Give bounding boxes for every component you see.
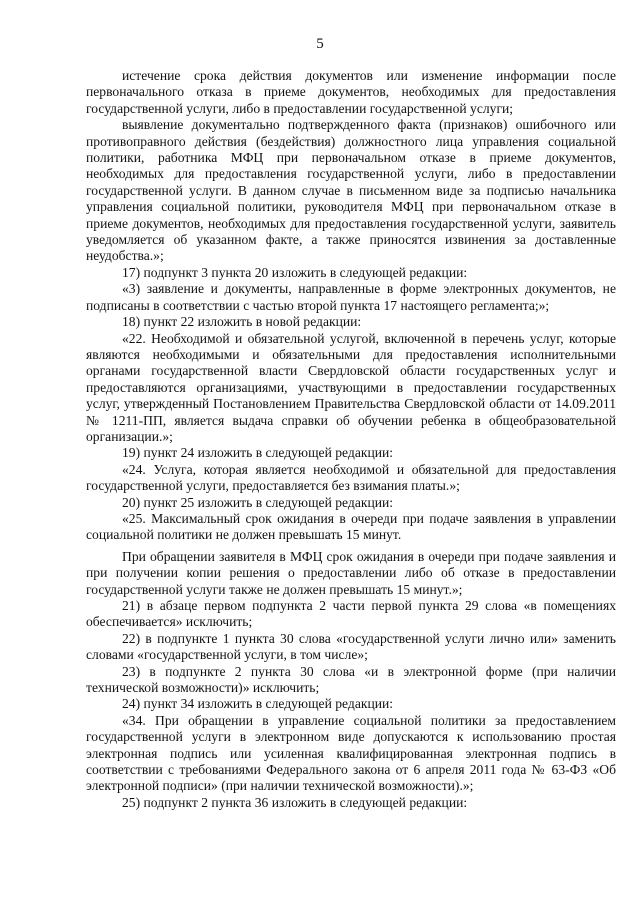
paragraph-item-21: 21) в абзаце первом подпункта 2 части первой пункта 29 слова «в помещениях обеспечивается» исключить; xyxy=(86,598,616,630)
document-body xyxy=(86,68,616,811)
page-number: 5 xyxy=(316,36,324,52)
paragraph-item-24: 24) пункт 34 изложить в следующей редакции: xyxy=(122,696,394,712)
paragraph-item-19-text: «24. Услуга, которая является необходимой и обязательной для предоставления государственной услуги, предоставляется без взимания платы.»; xyxy=(86,461,616,494)
paragraph-documents-expiry: истечение срока действия документов или изменение информации после первоначального отказа в приеме документов, необходимых для предоставления государственной услуги, либо в предоставлении государственной услуги; xyxy=(86,68,616,116)
paragraph-item-17-text: «3) заявление и документы, направленные в форме электронных документов, не подписаны в соответствии с частью второй пункта 17 настоящего регламента;»; xyxy=(86,281,616,313)
paragraph-item-20: 20) пункт 25 изложить в следующей редакции: xyxy=(122,494,394,510)
paragraph-item-22: 22) в подпункте 1 пункта 30 слова «государственной услуги лично или» заменить словами «государственной услуги, в том числе»; xyxy=(86,630,616,663)
paragraph-erroneous-action: выявление документально подтвержденного факта (признаков) ошибочного или противоправного действия (бездействия) должностного лица управления социальной политики, работника МФЦ при первоначальном отказе в приеме документов, необходимых для предоставления государственной услуги, либо в предоставлении государственной услуги. В данном случае в письменном виде за подписью начальника управления социальной политики, руководителя МФЦ при первоначальном отказе в приеме документов, необходимых для предоставления государственной услуги, заявитель уведомляется об указанном факте, а также приносятся извинения за доставленные неудобства.»; xyxy=(86,117,616,264)
paragraph-item-18: 18) пункт 22 изложить в новой редакции: xyxy=(122,314,362,330)
paragraph-item-23: 23) в подпункте 2 пункта 30 слова «и в электронной форме (при наличии технической возможности)» исключить; xyxy=(86,663,616,696)
paragraph-item-20-mfc: При обращении заявителя в МФЦ срок ожидания в очереди при подаче заявления и при получении копии решения о предоставлении либо об отказе в предоставлении государственной услуги также не должен превышать 15 минут.»; xyxy=(86,548,616,597)
paragraph-item-18-text: «22. Необходимой и обязательной услугой, включенной в перечень услуг, которые являются необходимыми и обязательными для предоставления исполнительными органами государственной власти Свердловской области государственных услуг и предоставляются организациями, участвующими в предоставлении государственных услуг, утвержденный Постановлением Правительства Свердловской области от 14.09.2011 № 1211-ПП, является выдача справки об обучении ребенка в общеобразовательной организации.»; xyxy=(86,330,616,444)
paragraph-item-20-text: «25. Максимальный срок ожидания в очереди при подаче заявления в управлении социальной политики не должен превышать 15 минут. xyxy=(86,510,616,543)
paragraph-item-19: 19) пункт 24 изложить в следующей редакции: xyxy=(122,445,394,461)
paragraph-item-17: 17) подпункт 3 пункта 20 изложить в следующей редакции: xyxy=(122,264,468,280)
paragraph-item-24-text: «34. При обращении в управление социальной политики за предоставлением государственной услуги в электронном виде допускаются к использованию простая электронная подпись или усиленная квалифицированная электронная подпись в соответствии с требованиями Федерального закона от 6 апреля 2011 года № 63-ФЗ «Об электронной подписи» (при наличии технической возможности).»; xyxy=(86,712,616,794)
paragraph-item-25: 25) подпункт 2 пункта 36 изложить в следующей редакции: xyxy=(122,794,468,810)
